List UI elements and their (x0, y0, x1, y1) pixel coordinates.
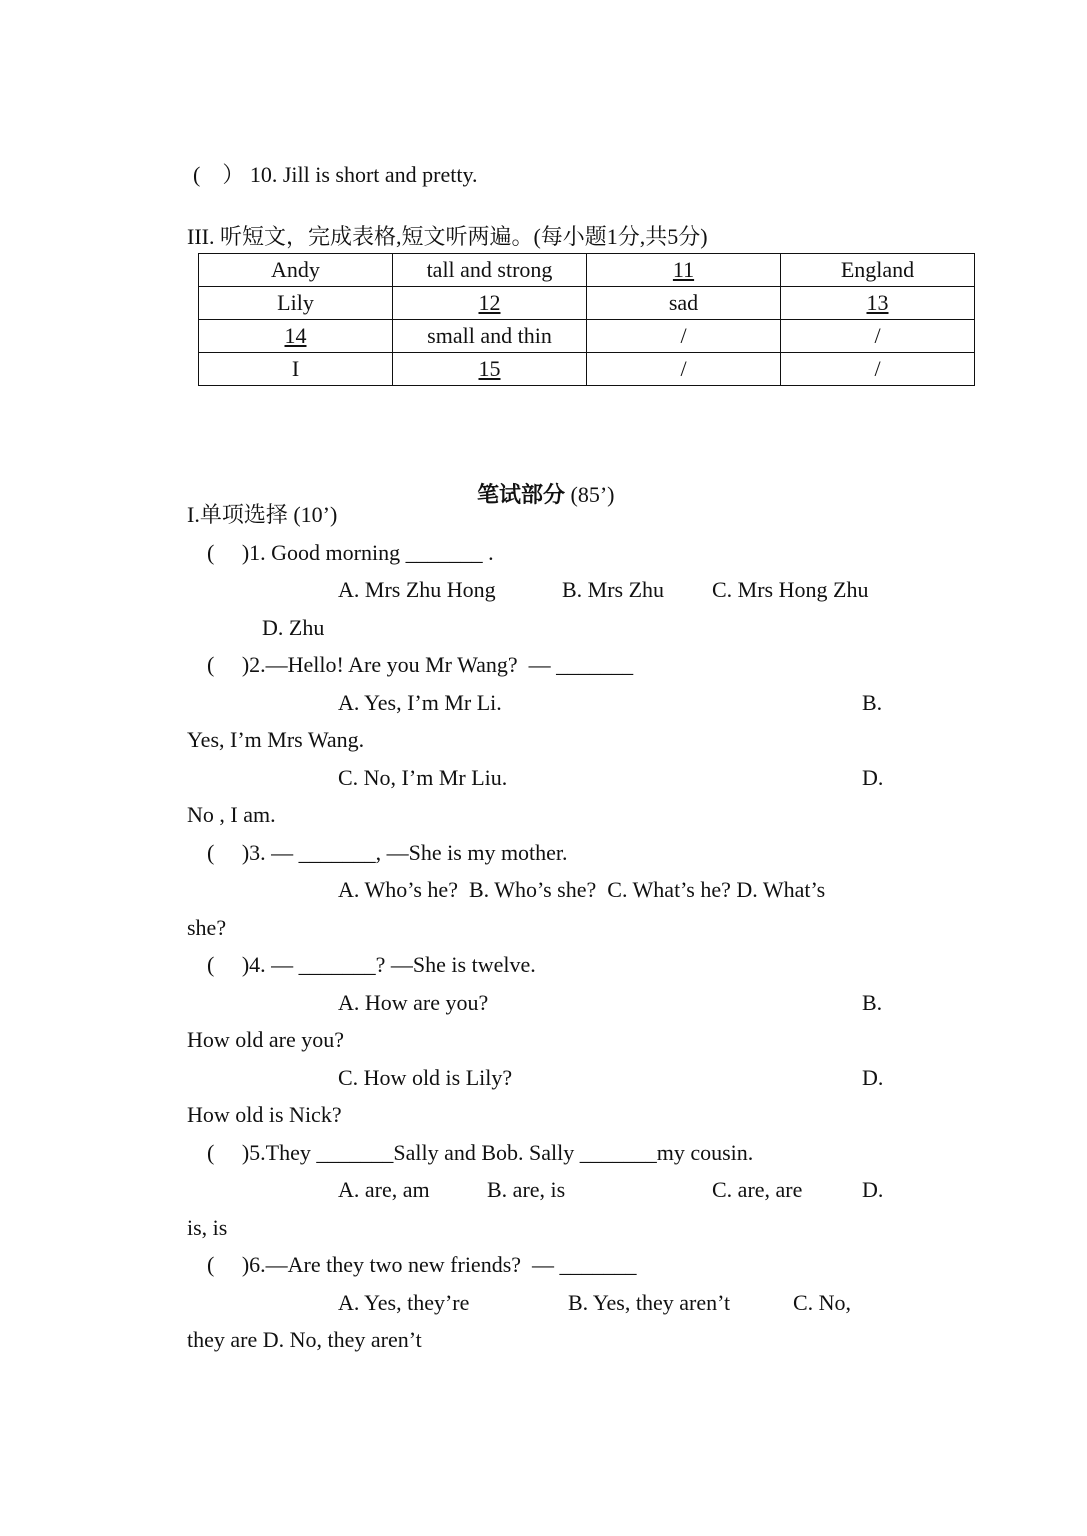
written-part-score: (85’) (565, 482, 615, 507)
blank-13: 13 (866, 290, 889, 315)
table-row (199, 287, 975, 320)
blank-11: 11 (672, 257, 695, 282)
question-1-option-c: C. Mrs Hong Zhu (712, 577, 869, 602)
question-4-option-c: C. How old is Lily? (338, 1065, 513, 1090)
blank-15: 15 (478, 356, 501, 381)
question-1-stem: ( )1. Good morning _______ . (207, 540, 494, 565)
table-cell: I (199, 353, 393, 386)
question-2-option-d-text: No , I am. (187, 802, 276, 827)
table-cell (199, 320, 393, 353)
question-6-option-a: A. Yes, they’re (338, 1290, 470, 1315)
question-6-option-b: B. Yes, they aren’t (568, 1290, 731, 1315)
question-10: ( ） 10. Jill is short and pretty. (193, 162, 478, 187)
table-cell (393, 353, 587, 386)
question-4-stem: ( )4. — _______? —She is twelve. (207, 952, 536, 977)
question-2-stem: ( )2.—Hello! Are you Mr Wang? — _______ (207, 652, 634, 677)
question-2-option-c: C. No, I’m Mr Liu. (338, 765, 508, 790)
question-3-stem: ( )3. — _______, —She is my mother. (207, 840, 568, 865)
question-4-option-b-text: How old are you? (187, 1027, 345, 1052)
question-6-stem: ( )6.—Are they two new friends? — _______ (207, 1252, 637, 1277)
written-part-title-text: 笔试部分 (477, 482, 566, 507)
question-4-option-a: A. How are you? (338, 990, 489, 1015)
question-2-option-d-letter: D. (862, 765, 884, 790)
table-cell: / (781, 353, 975, 386)
question-2-option-b-text: Yes, I’m Mrs Wang. (187, 727, 365, 752)
question-5-stem: ( )5.They _______Sally and Bob. Sally _______my cousin. (207, 1140, 754, 1165)
question-3-options: A. Who’s he? B. Who’s she? C. What’s he? D. What’s (338, 877, 826, 902)
blank-14: 14 (284, 323, 307, 348)
question-5-option-a: A. are, am (338, 1177, 430, 1202)
question-4-option-d-letter: D. (862, 1065, 884, 1090)
table-cell (587, 254, 781, 287)
question-5-option-d-text: is, is (187, 1215, 228, 1240)
table-cell (393, 287, 587, 320)
table-row (199, 254, 975, 287)
table-cell: / (587, 320, 781, 353)
question-6-option-c: C. No, (793, 1290, 852, 1315)
blank-12: 12 (478, 290, 501, 315)
table-cell (781, 287, 975, 320)
written-part-title (466, 462, 615, 506)
question-5-option-c: C. are, are (712, 1177, 803, 1202)
table-cell: Lily (199, 287, 393, 320)
section-3-heading: III. 听短文，完成表格,短文听两遍。(每小题1分,共5分) (187, 224, 708, 249)
question-1-option-d: D. Zhu (262, 615, 325, 640)
table-cell: / (587, 353, 781, 386)
question-2-option-b-letter: B. (862, 690, 883, 715)
table-cell: / (781, 320, 975, 353)
question-4-option-d-text: How old is Nick? (187, 1102, 342, 1127)
question-1-option-a: A. Mrs Zhu Hong (338, 577, 496, 602)
question-3-options-cont: she? (187, 915, 227, 940)
table-cell: sad (587, 287, 781, 320)
question-1-option-b: B. Mrs Zhu (562, 577, 665, 602)
question-4-option-b-letter: B. (862, 990, 883, 1015)
question-5-option-d-letter: D. (862, 1177, 884, 1202)
table-cell: tall and strong (393, 254, 587, 287)
question-5-option-b: B. are, is (487, 1177, 566, 1202)
table-cell: England (781, 254, 975, 287)
question-6-options-cont: they are D. No, they aren’t (187, 1327, 422, 1352)
table-row (199, 320, 975, 353)
table-row (199, 353, 975, 386)
listening-table (198, 253, 975, 386)
table-cell: small and thin (393, 320, 587, 353)
part-1-heading: I.单项选择 (10’) (187, 502, 338, 527)
question-2-option-a: A. Yes, I’m Mr Li. (338, 690, 502, 715)
table-cell: Andy (199, 254, 393, 287)
